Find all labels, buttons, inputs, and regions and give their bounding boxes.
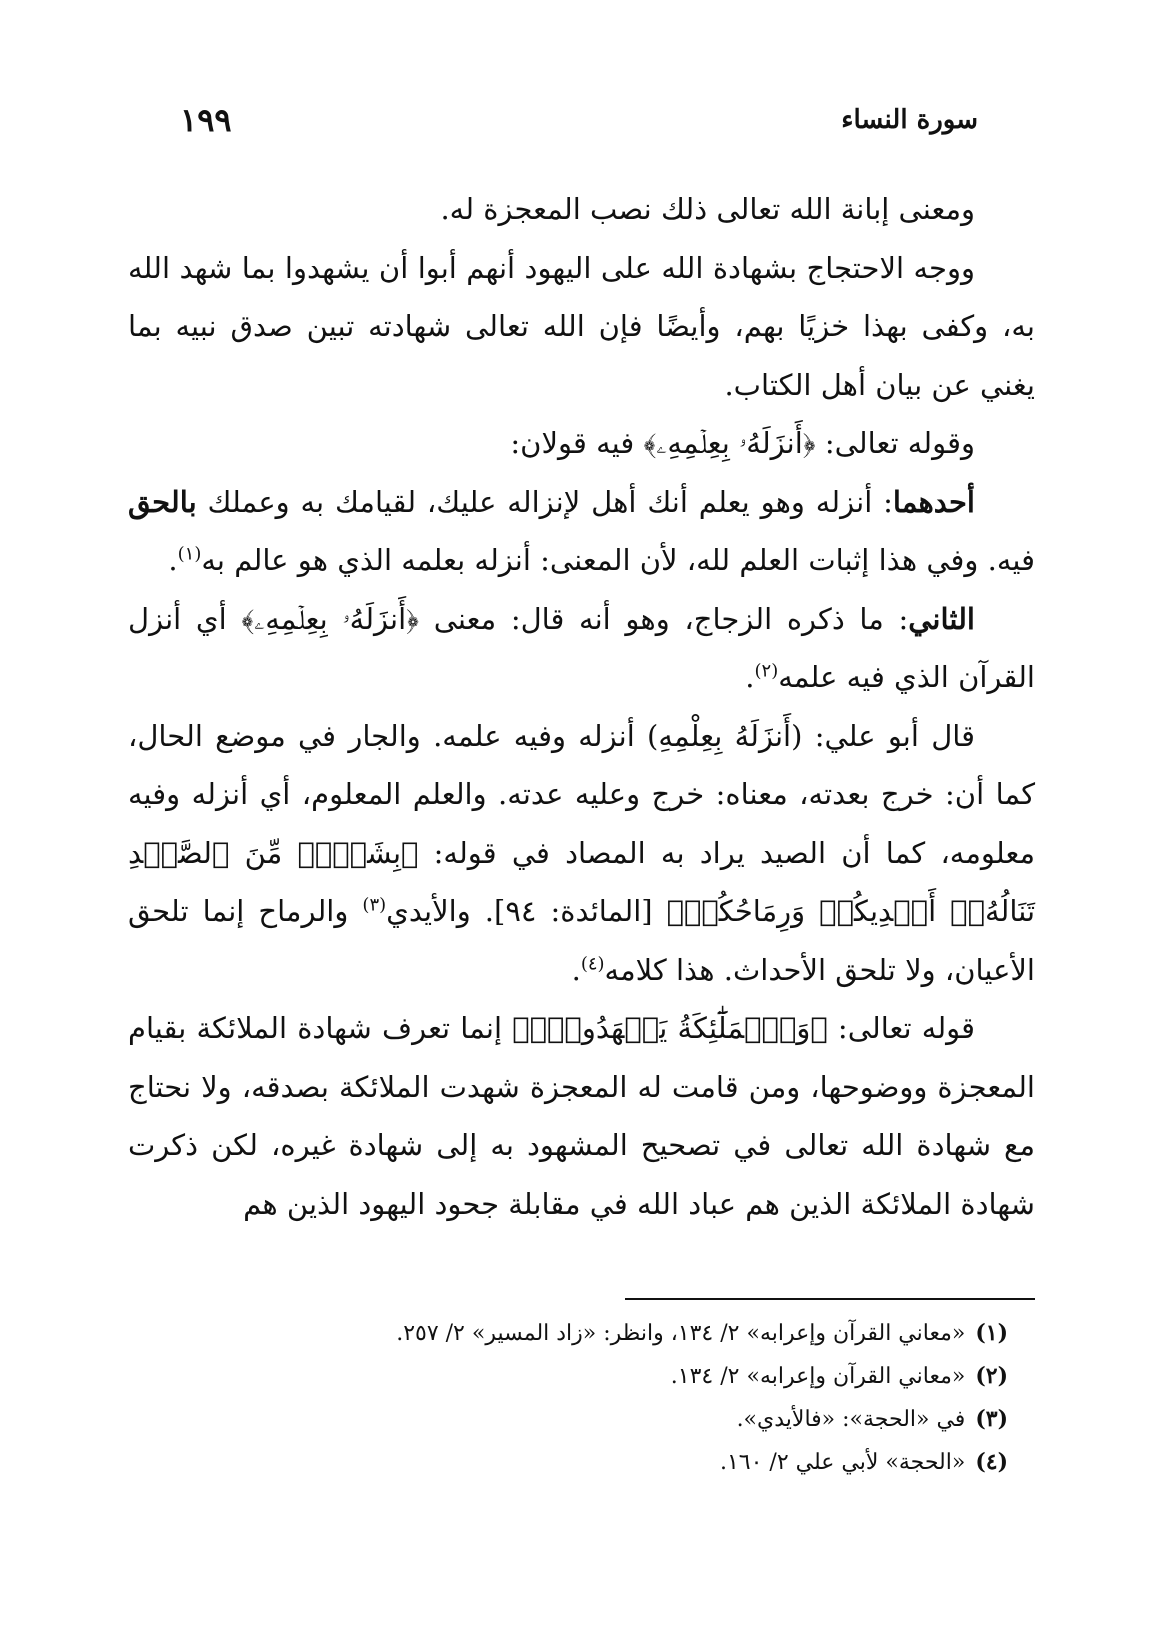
footnote-text: «معاني القرآن وإعرابه» ٢/ ١٣٤. <box>670 1364 966 1389</box>
paragraph-6 <box>128 707 1035 1000</box>
paragraph-6-text-a: قال أبو علي: (أَنزَلَهُ بِعِلْمِهِ) أنزله وفيه علمه. والجار في موضع الحال، كما أن: خرج بعدته، معناه: خرج وعليه عدته. والعلم المعلوم، أي أنزله وفيه معلومه، كما أن الصيد يراد به المصاد في قوله: ﴿بِشَيۡءٖ مِّنَ ٱلصَّيۡدِ تَنَالُهُۥٓ أَيۡدِيكُمۡ وَرِمَاحُكُمۡ﴾ [المائدة: ٩٤]. والأيدي <box>128 718 1036 928</box>
paragraph-1: ومعنى إبانة الله تعالى ذلك نصب المعجزة له. <box>440 192 975 226</box>
paragraph-6-text-b: والرماح إنما تلحق الأعيان، ولا تلحق الأحداث. هذا كلامه <box>128 894 1035 987</box>
paragraph-4-end: . <box>168 543 178 577</box>
main-text <box>128 180 1035 1233</box>
footnote-number: (٤) <box>975 1449 1008 1475</box>
footnote-2 <box>128 1355 1008 1398</box>
footnote-text: «الحجة» لأبي علي ٢/ ١٦٠. <box>719 1450 966 1475</box>
running-title: سورة النساء <box>841 105 978 135</box>
page-number: ١٩٩ <box>180 101 232 139</box>
paragraph-2: ووجه الاحتجاج بشهادة الله على اليهود أنهم أبوا أن يشهدوا بما شهد الله به، وكفى بهذا خزيًا بهم، وأيضًا فإن الله تعالى شهادته تبين صدق نبيه بما يغني عن بيان أهل الكتاب. <box>128 250 1035 402</box>
page-header <box>180 101 978 155</box>
footnote-ref-1[interactable]: (١) <box>177 543 202 565</box>
paragraph-4-text-b: فيه. وفي هذا إثبات العلم لله، لأن المعنى: أنزله بعلمه الذي هو عالم به <box>201 543 1035 577</box>
footnote-3 <box>128 1398 1008 1441</box>
paragraph-4-lead: أحدهما <box>892 484 975 519</box>
footnote-number: (١) <box>975 1320 1008 1346</box>
paragraph-5 <box>128 590 1035 707</box>
paragraph-6-end: . <box>571 952 581 987</box>
paragraph-4-text-a: : أنزله وهو يعلم أنك أهل لإنزاله عليك، لقيامك به وعملك <box>196 484 893 519</box>
paragraph-7: قوله تعالى: ﴿وَٱلۡمَلَٰٓئِكَةُ يَشۡهَدُونَۚ﴾ إنما تعرف شهادة الملائكة بقيام المعجزة ووضوحها، ومن قامت له المعجزة شهدت الملائكة بصدقه، ولا نحتاج مع شهادة الله تعالى في تصحيح المشهود به إلى شهادة غيره، لكن ذكرت شهادة الملائكة الذين هم عباد الله في مقابلة جحود اليهود الذين هم <box>128 1011 1035 1221</box>
footnote-ref-3[interactable]: (٣) <box>362 894 387 916</box>
footnote-text: في «الحجة»: «فالأيدي». <box>736 1407 966 1432</box>
footnote-divider <box>625 1298 1035 1300</box>
paragraph-5-lead: الثاني <box>908 601 975 636</box>
footnote-ref-2[interactable]: (٢) <box>754 660 779 682</box>
paragraph-4-bold: بالحق <box>128 484 197 519</box>
footnote-1 <box>128 1312 1008 1355</box>
paragraph-5-end: . <box>745 660 755 694</box>
footnote-number: (٣) <box>975 1406 1008 1432</box>
footnote-4 <box>128 1441 1008 1484</box>
paragraph-3: وقوله تعالى: ﴿أَنزَلَهُۥ بِعِلۡمِهِۦ﴾ فيه قولان: <box>510 426 975 460</box>
paragraph-4 <box>128 473 1035 590</box>
footnote-ref-4[interactable]: (٤) <box>580 952 605 974</box>
paragraph-5-text: : ما ذكره الزجاج، وهو أنه قال: معنى ﴿أَنزَلَهُۥ بِعِلۡمِهِۦ﴾ أي أنزل القرآن الذي فيه علمه <box>128 601 1035 694</box>
footnotes <box>128 1312 1008 1484</box>
footnote-text: «معاني القرآن وإعرابه» ٢/ ١٣٤، وانظر: «زاد المسير» ٢/ ٢٥٧. <box>396 1321 966 1346</box>
footnote-number: (٢) <box>975 1363 1008 1389</box>
